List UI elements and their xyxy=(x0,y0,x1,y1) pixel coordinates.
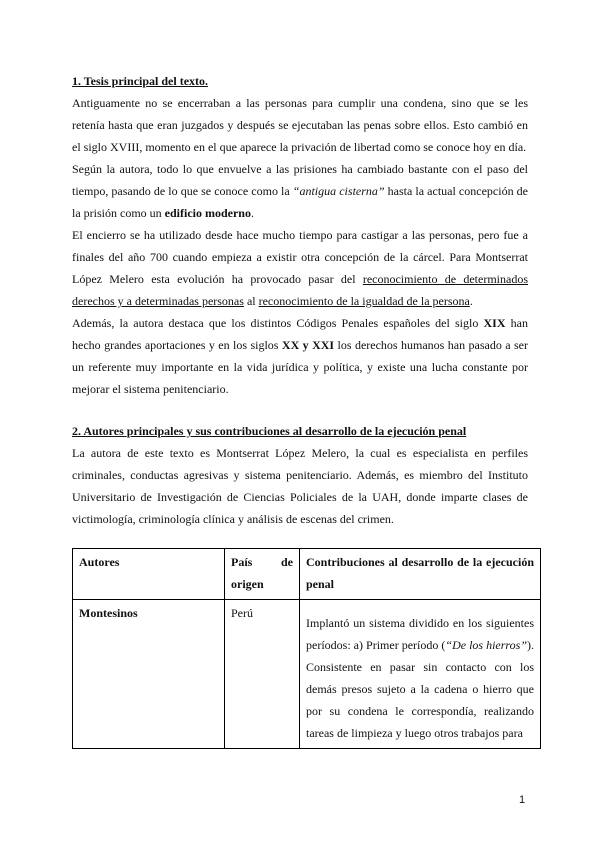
table-row xyxy=(73,600,541,749)
header-authors: Autores xyxy=(73,549,225,600)
header-country: País de origen xyxy=(225,549,300,600)
authors-table xyxy=(72,548,541,749)
header-contributions: Contribuciones al desarrollo de la ejecución penal xyxy=(300,549,541,600)
section2-paragraph-1: La autora de este texto es Montserrat López Melero, la cual es especialista en perfiles criminales, conductas agresivas y sistema penitenciario. Además, es miembro del Instituto Universitario de Investigación de Ciencias Policiales de la UAH, donde imparte clases de victimología, criminología clínica y análisis de escenas del crimen. xyxy=(72,446,528,526)
document-page xyxy=(72,70,535,749)
section1-title: 1. Tesis principal del texto. xyxy=(72,74,209,88)
section1-paragraph-3: El encierro se ha utilizado desde hace mucho tiempo para castigar a las personas, pero fue a finales del año 700 cuando empieza a existir otra concepción de la cárcel. Para Montserrat López Melero esta evolución ha provocado pasar del reconocimiento de determinados derechos y a determinadas personas al reconocimiento de la igualdad de la persona. xyxy=(72,228,528,308)
contribution-cell: Implantó un sistema dividido en los siguientes períodos: a) Primer período (“De los hierros”). Consistente en pasar sin contacto con los demás presos sujeto a la cadena o hierro que por su condena le correspondía, realizando tareas de limpieza y luego otros trabajos para xyxy=(300,600,541,749)
section1-paragraph-4: Además, la autora destaca que los distintos Códigos Penales españoles del siglo XIX han hecho grandes aportaciones y en los siglos XX y XXI los derechos humanos han pasado a ser un referente muy importante en la vida jurídica y política, y existe una lucha constante por mejorar el sistema penitenciario. xyxy=(72,316,529,396)
section2-title: 2. Autores principales y sus contribuciones al desarrollo de la ejecución penal xyxy=(72,424,467,438)
section1-paragraph-1: Antiguamente no se encerraban a las personas para cumplir una condena, sino que se les retenía hasta que eran juzgados y después se ejecutaban las penas sobre ellos. Esto cambió en el siglo XVIII, momento en el que aparece la privación de libertad como se conoce hoy en día. xyxy=(72,96,528,154)
section1-paragraph-2: Según la autora, todo lo que envuelve a las prisiones ha cambiado bastante con el paso del tiempo, pasando de lo que se conoce como la “antigua cisterna” hasta la actual concepción de la prisión como un edificio moderno. xyxy=(72,162,528,220)
country-cell: Perú xyxy=(225,600,300,749)
page-number: 1 xyxy=(519,794,526,806)
table-header-row xyxy=(73,549,541,600)
author-cell: Montesinos xyxy=(73,600,225,749)
